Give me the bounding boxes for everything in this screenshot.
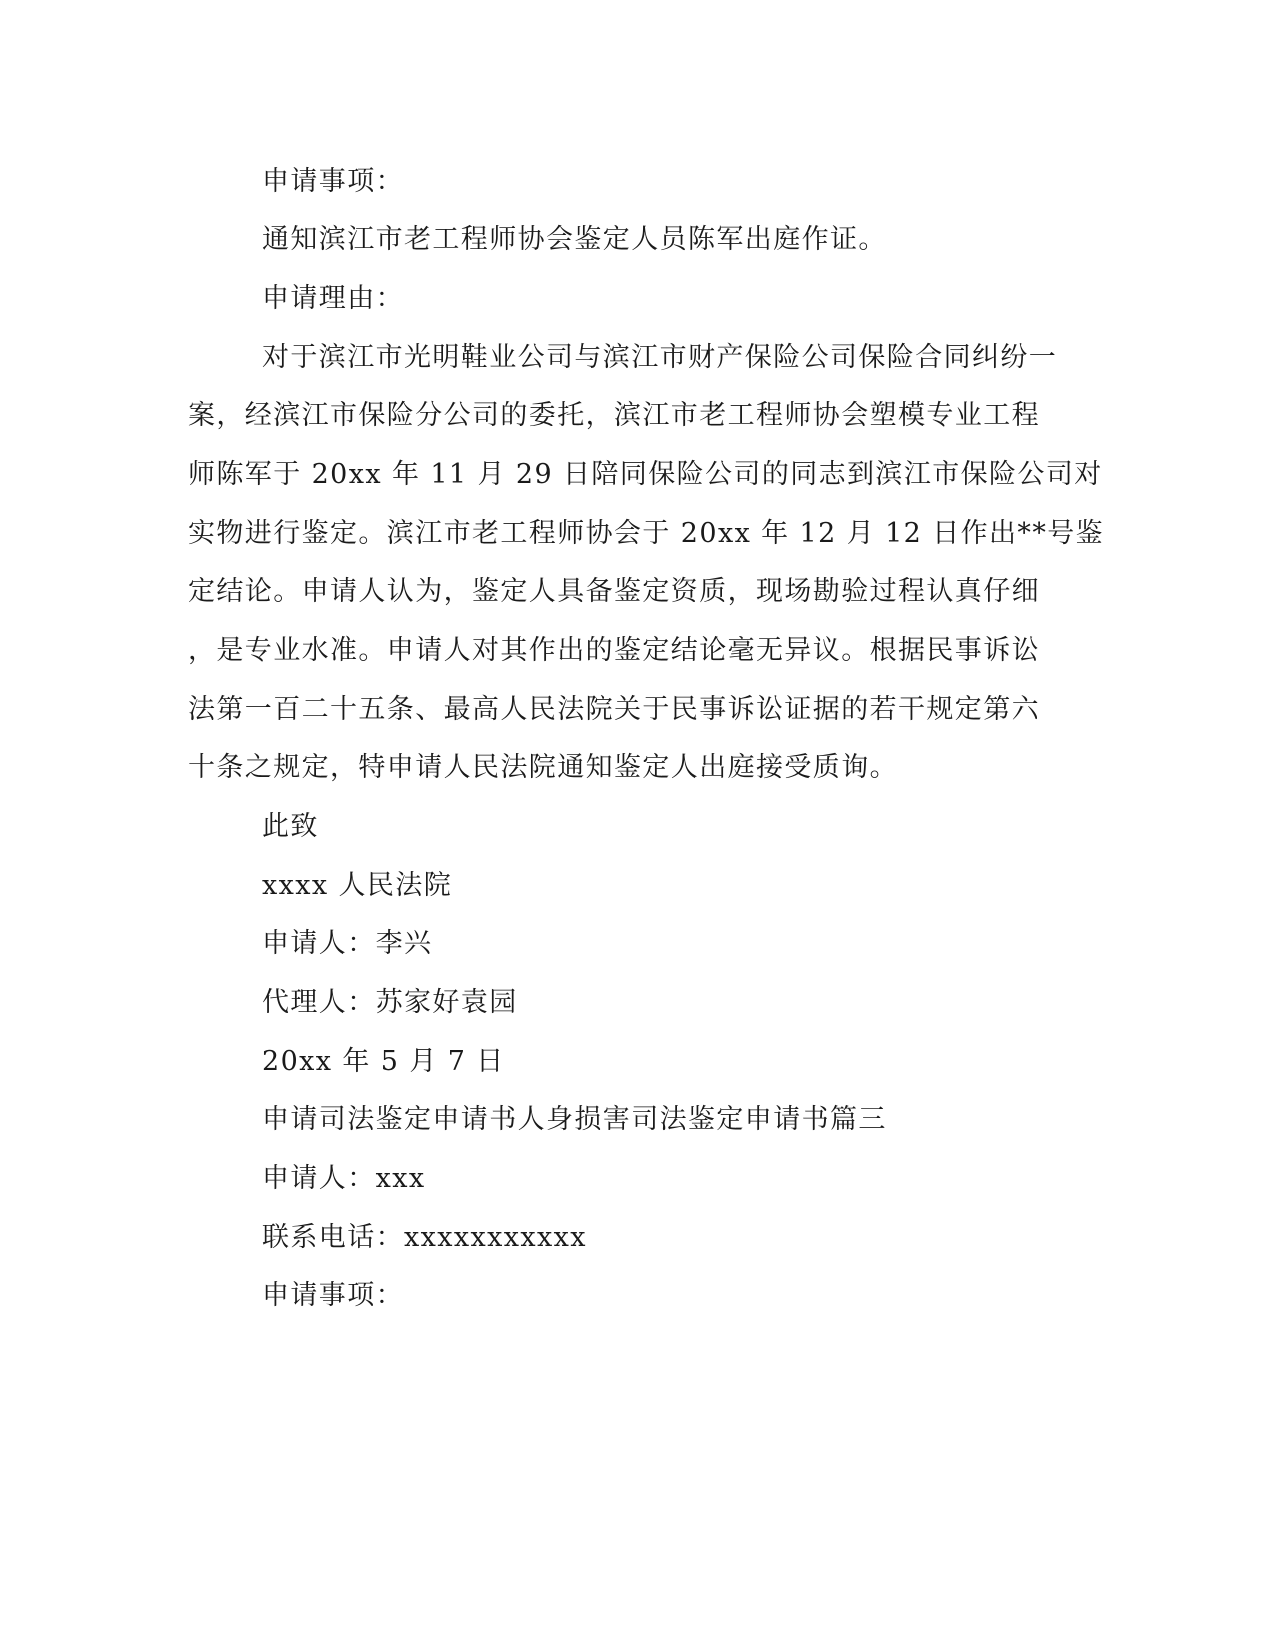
application-item-text: 通知滨江市老工程师协会鉴定人员陈军出庭作证。 bbox=[262, 224, 887, 255]
reason-paragraph-line-8: 十条之规定，特申请人民法院通知鉴定人出庭接受质询。 bbox=[188, 752, 898, 783]
reason-paragraph-line-5: 定结论。申请人认为，鉴定人具备鉴定资质，现场勘验过程认真仔细 bbox=[188, 576, 1040, 607]
heading-application-items-2: 申请事项： bbox=[262, 1280, 404, 1311]
section-title-part-three: 申请司法鉴定申请书人身损害司法鉴定申请书篇三 bbox=[262, 1104, 887, 1135]
reason-paragraph-line-4: 实物进行鉴定。滨江市老工程师协会于 20xx 年 12 月 12 日作出**号鉴 bbox=[188, 518, 1105, 549]
reason-paragraph-line-6: ，是专业水准。申请人对其作出的鉴定结论毫无异议。根据民事诉讼 bbox=[188, 635, 1040, 666]
reason-paragraph-line-1: 对于滨江市光明鞋业公司与滨江市财产保险公司保险合同纠纷一 bbox=[262, 342, 1058, 373]
reason-paragraph-line-7: 法第一百二十五条、最高人民法院关于民事诉讼证据的若干规定第六 bbox=[188, 694, 1040, 725]
applicant-line: 申请人：xxx bbox=[262, 1163, 426, 1194]
agent-name: 代理人：苏家好袁园 bbox=[262, 987, 518, 1018]
reason-paragraph-line-2: 案，经滨江市保险分公司的委托，滨江市老工程师协会塑模专业工程 bbox=[188, 400, 1040, 431]
court-name: xxxx 人民法院 bbox=[262, 870, 453, 901]
heading-application-reason: 申请理由： bbox=[262, 283, 404, 314]
reason-paragraph-line-3: 师陈军于 20xx 年 11 月 29 日陪同保险公司的同志到滨江市保险公司对 bbox=[188, 459, 1103, 490]
document-date: 20xx 年 5 月 7 日 bbox=[262, 1046, 505, 1077]
heading-application-items: 申请事项： bbox=[262, 166, 404, 197]
salutation: 此致 bbox=[262, 811, 319, 842]
applicant-name: 申请人：李兴 bbox=[262, 928, 433, 959]
contact-phone: 联系电话：xxxxxxxxxxx bbox=[262, 1222, 587, 1253]
